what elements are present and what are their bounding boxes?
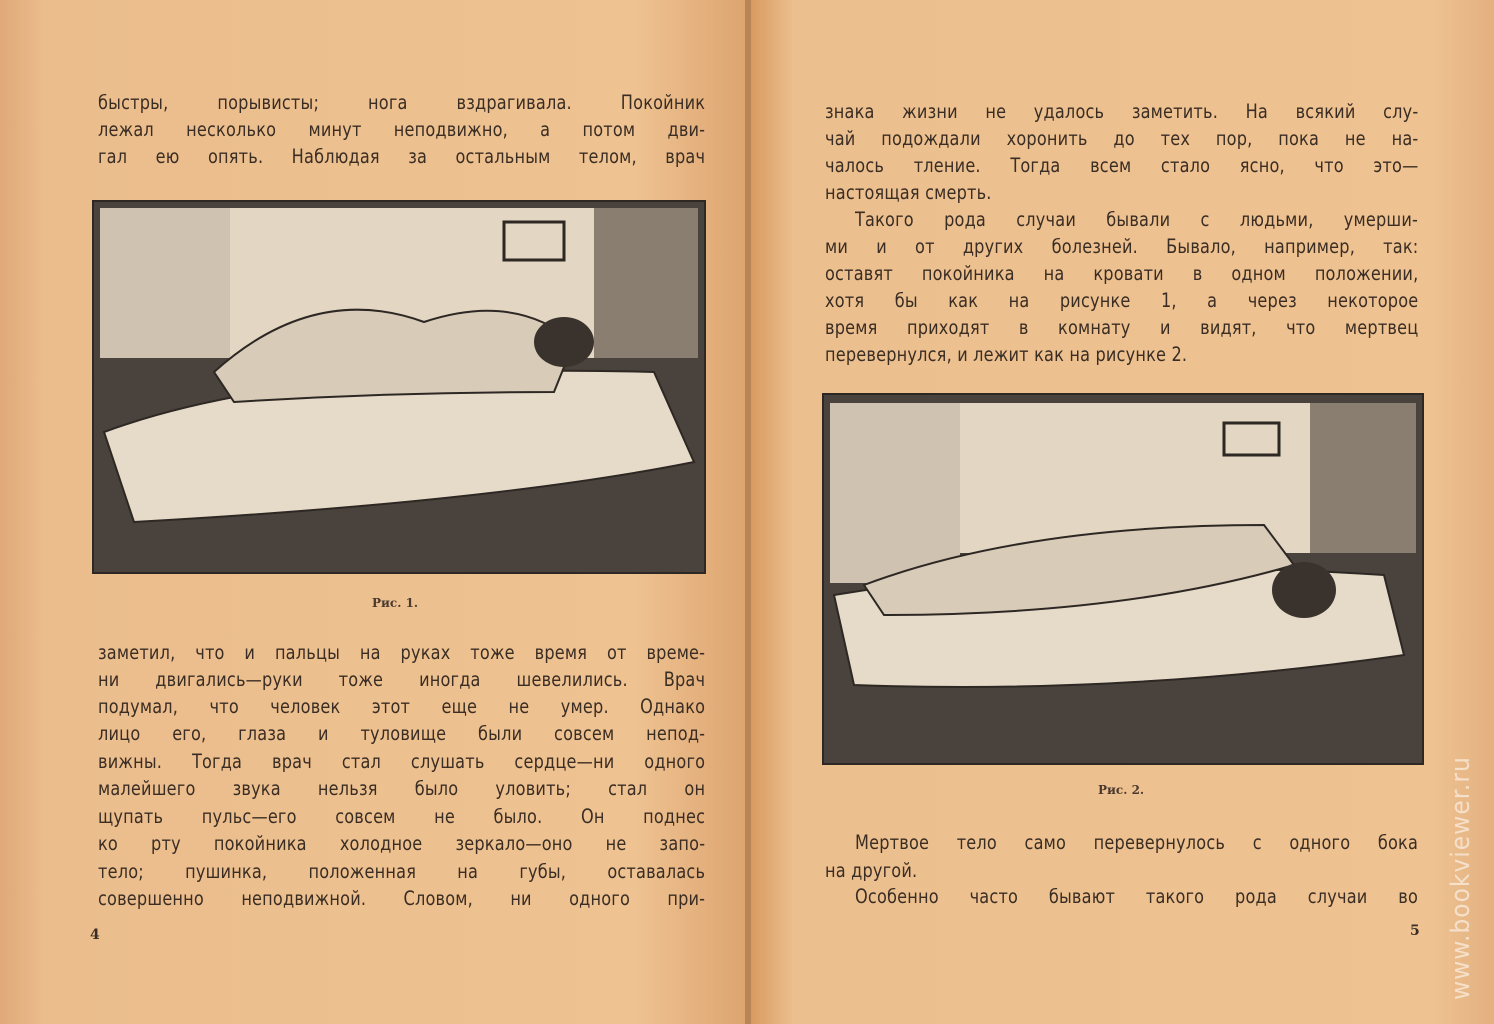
text-line: лежал несколько минут неподвижно, а потом дви- [98, 118, 706, 141]
book-gutter [745, 0, 751, 1024]
page-number: 5 [1410, 923, 1420, 939]
text-line: Такого рода случаи бывали с людьми, умерши- [855, 208, 1419, 231]
text-line: ко рту покойника холодное зеркало—оно не запо- [98, 832, 706, 855]
text-line: время приходят в комнату и видят, что мертвец [825, 316, 1419, 339]
page-number: 4 [90, 927, 100, 943]
text-line: заметил, что и пальцы на руках тоже время от време- [98, 641, 706, 664]
figure-1-caption: Рис. 1. [372, 596, 419, 610]
text-line: гал ею опять. Наблюдая за остальным телом, врач [98, 145, 706, 168]
figure-2-illustration [822, 393, 1424, 765]
text-line: подумал, что человек этот еще не умер. Однако [98, 695, 706, 718]
figure-1-illustration [92, 200, 706, 574]
text-line: вижны. Тогда врач стал слушать сердце—ни одного [98, 750, 706, 773]
text-line: совершенно неподвижной. Словом, ни одного при- [98, 887, 706, 910]
watermark: www.bookviewer.ru [1446, 756, 1476, 1000]
text-line: ни двигались—руки тоже иногда шевелились. Врач [98, 668, 706, 691]
text-line: Мертвое тело само перевернулось с одного бока [855, 831, 1419, 854]
text-line: ми и от других болезней. Бывало, например, так: [825, 235, 1419, 258]
text-line: знака жизни не удалось заметить. На всякий слу- [825, 100, 1419, 123]
text-line: на другой. [825, 859, 918, 882]
text-line: Особенно часто бывают такого рода случаи во [855, 885, 1419, 908]
text-line: перевернулся, и лежит как на рисунке 2. [825, 343, 1188, 366]
text-line: щупать пульс—его совсем не было. Он поднес [98, 805, 706, 828]
text-line: настоящая смерть. [825, 181, 992, 204]
text-line: хотя бы как на рисунке 1, а через некоторое [825, 289, 1419, 312]
text-line: малейшего звука нельзя было уловить; стал он [98, 777, 706, 800]
text-line: чалось тление. Тогда всем стало ясно, что это— [825, 154, 1419, 177]
text-line: тело; пушинка, положенная на губы, оставалась [98, 860, 706, 883]
figure-2-caption: Рис. 2. [1098, 783, 1145, 797]
text-line: чай подождали хоронить до тех пор, пока не на- [825, 127, 1419, 150]
text-line: оставят покойника на кровати в одном положении, [825, 262, 1419, 285]
text-line: быстры, порывисты; нога вздрагивала. Покойник [98, 91, 706, 114]
text-line: лицо его, глаза и туловище были совсем непод- [98, 722, 706, 745]
